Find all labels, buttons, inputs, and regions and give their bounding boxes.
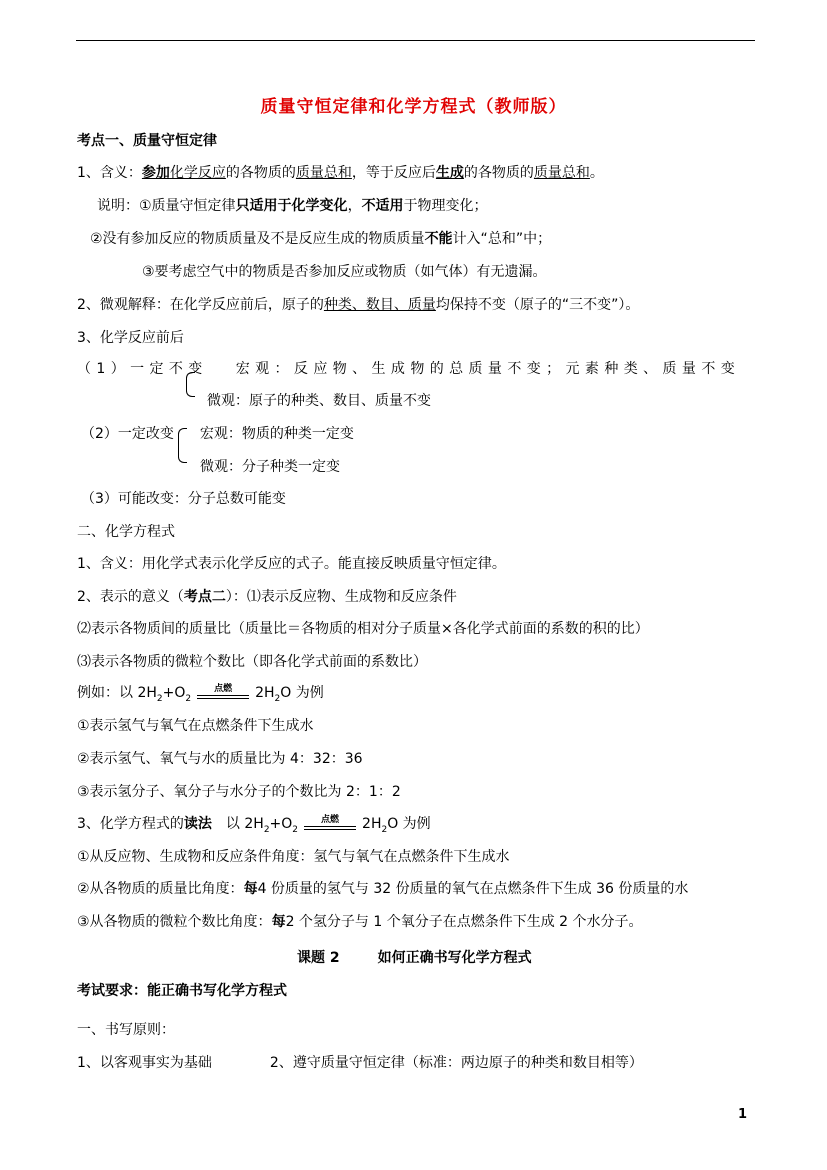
line-example-1: ①表示氢气与氧气在点燃条件下生成水 [77, 718, 314, 734]
line-meaning-1: 2、表示的意义（考点二）：⑴表示反应物、生成物和反应条件 [77, 589, 457, 605]
section-heading-2: 二、化学方程式 [77, 524, 175, 540]
line-definition: 1、含义：参加化学反应的各物质的质量总和，等于反应后生成的各物质的质量总和。 [77, 165, 604, 181]
line-changed-micro: 微观：分子种类一定变 [200, 459, 340, 475]
brace-changed-lower [178, 442, 187, 463]
line-changed-macro: （2）一定改变 宏观：物质的种类一定变 [81, 426, 354, 442]
line-example-2: ②表示氢气、氧气与水的质量比为 4：32：36 [77, 751, 363, 767]
line-meaning-2: ⑵表示各物质间的质量比（质量比＝各物质的相对分子质量×各化学式前面的系数的积的比） [77, 621, 649, 637]
line-unchanged-macro: （1）一定不变 宏观：反应物、生成物的总质量不变；元素种类、质量不变 [77, 361, 741, 377]
line-note-2: ②没有参加反应的物质质量及不是反应生成的物质质量不能计入“总和”中； [90, 231, 552, 247]
line-reading-2: ②从各物质的质量比角度：每4 份质量的氢气与 32 份质量的氧气在点燃条件下生成 36 份质量的水 [77, 881, 689, 897]
page-number: 1 [738, 1107, 748, 1122]
line-may-change: （3）可能改变：分子总数可能变 [81, 491, 286, 507]
section-writing-principles: 一、书写原则： [77, 1022, 175, 1038]
line-equation-definition: 1、含义：用化学式表示化学反应的式子。能直接反映质量守恒定律。 [77, 556, 506, 572]
reaction-arrow: 点燃 [304, 815, 356, 833]
line-micro-explanation: 2、微观解释：在化学反应前后，原子的种类、数目、质量均保持不变（原子的“三不变”）。 [77, 297, 640, 313]
line-example-equation: 例如：以 $2H_2+O_2$ 点燃 $2H_2O$ 为例 [77, 684, 324, 704]
line-unchanged-micro: 微观：原子的种类、数目、质量不变 [207, 393, 431, 409]
line-note-1: 说明：①质量守恒定律只适用于化学变化，不适用于物理变化； [97, 198, 488, 214]
brace-unchanged-lower [186, 384, 195, 397]
exam-requirement: 考试要求：能正确书写化学方程式 [77, 983, 287, 999]
section-heading-1: 考点一、质量守恒定律 [77, 133, 217, 149]
reaction-arrow: 点燃 [197, 684, 249, 702]
line-principles: 1、以客观事实为基础 2、遵守质量守恒定律（标准：两边原子的种类和数目相等） [77, 1055, 643, 1071]
brace-changed [178, 428, 187, 443]
page-title: 质量守恒定律和化学方程式（教师版） [260, 97, 567, 117]
line-before-after: 3、化学反应前后 [77, 330, 184, 346]
line-reading-3: ③从各物质的微粒个数比角度：每2 个氢分子与 1 个氧分子在点燃条件下生成 2 个水分子。 [77, 914, 643, 930]
line-example-3: ③表示氢分子、氧分子与水分子的个数比为 2：1：2 [77, 784, 401, 800]
line-reading-method: 3、化学方程式的读法 以 $2H_2+O_2$ 点燃 $2H_2O$ 为例 [77, 815, 431, 835]
lesson-heading: 课题 2 如何正确书写化学方程式 [297, 950, 532, 966]
line-meaning-3: ⑶表示各物质的微粒个数比（即各化学式前面的系数比） [77, 654, 427, 670]
line-reading-1: ①从反应物、生成物和反应条件角度：氢气与氧气在点燃条件下生成水 [77, 849, 510, 865]
line-note-3: ③要考虑空气中的物质是否参加反应或物质（如气体）有无遗漏。 [142, 264, 547, 280]
header-rule [76, 40, 755, 41]
